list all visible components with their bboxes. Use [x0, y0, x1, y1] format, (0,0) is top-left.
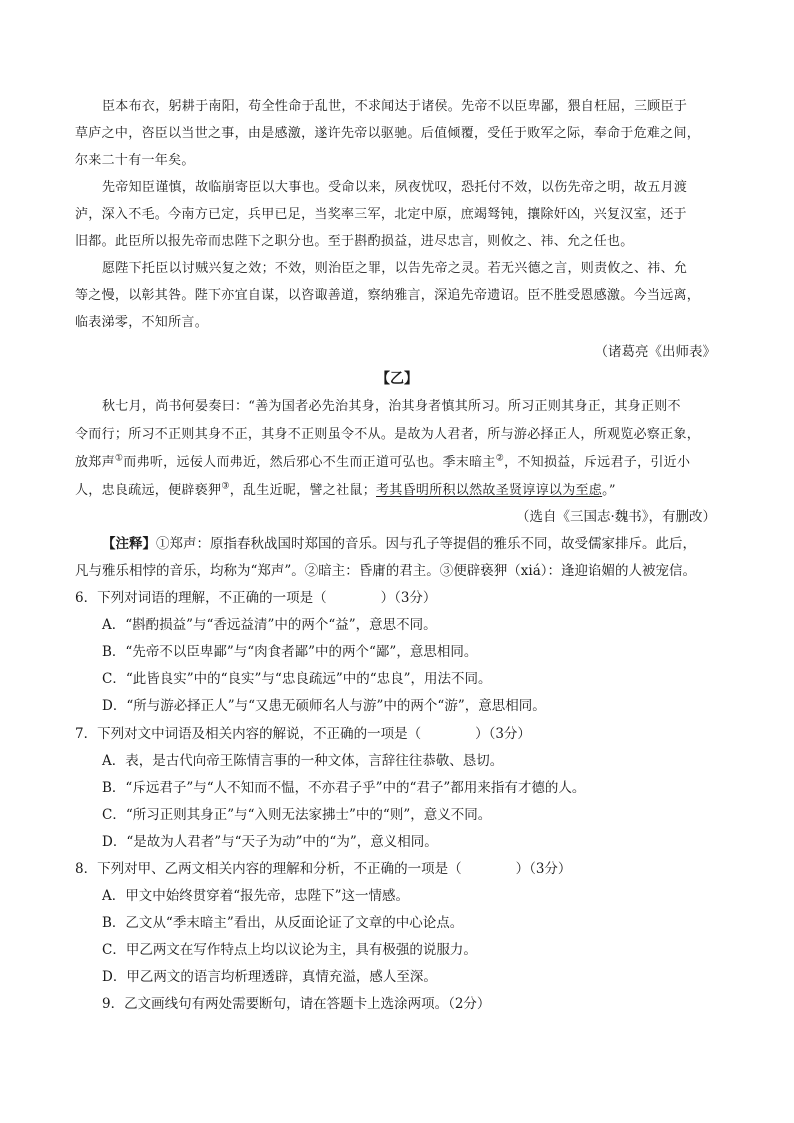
passage-yi-line-2: 令而行；所习不正则其身不正，其身不正则虽令不从。是故为人君者，所与游必择正人，所观览必察正象， — [75, 427, 701, 442]
question-6-option-b: B．“先帝不以臣卑鄙”与“肉食者鄙”中的两个“鄙”，意思相同。 — [102, 644, 478, 660]
question-8-option-a: A．甲文中始终贯穿着“报先帝，忠陛下”这一情感。 — [102, 888, 410, 904]
question-6-option-d: D．“所与游必择正人”与“又患无硕师名人与游”中的两个“游”，意思相同。 — [102, 698, 546, 714]
passage-yi-heading: 【乙】 — [376, 371, 418, 387]
passage-yi-line-4 — [75, 479, 616, 498]
question-6-option-a: A．“斟酌损益”与“香远益清”中的两个“益”，意思不同。 — [102, 617, 437, 633]
passage-yi-line-3-part-a: 放郑声 — [75, 455, 115, 470]
footnote-marker-3: ③ — [221, 481, 230, 492]
passage-jia-line-5: 泸，深入不毛。今南方已定，兵甲已足，当奖率三军，北定中原，庶竭驽钝，攘除奸凶，兴复汉室，还于 — [75, 207, 687, 222]
passage-yi-line-4-part-b: ，乱生近昵，譬之社鼠； — [229, 483, 376, 498]
passage-jia-line-9: 临表涕零，不知所言。 — [75, 315, 209, 330]
notes-label: 【注释】 — [102, 536, 156, 552]
question-7-stem: 7．下列对文中词语及相关内容的解说，不正确的一项是（ ）（3分） — [75, 726, 531, 742]
passage-jia-line-3: 尔来二十有一年矣。 — [75, 153, 195, 168]
question-6-option-c: C．“此皆良实”中的“良实”与“忠良疏远”中的“忠良”，用法不同。 — [102, 671, 492, 687]
passage-yi-line-4-part-a: 人，忠良疏远，便辟亵狎 — [75, 483, 222, 498]
passage-jia-source: （诸葛亮《出师表》 — [594, 344, 716, 360]
passage-yi-line-3-part-c: ，不知损益，斥远君子，引近小 — [504, 455, 691, 470]
passage-jia-line-7: 愿陛下托臣以讨贼兴复之效；不效，则治臣之罪，以告先帝之灵。若无兴德之言，则责攸之、祎、允 — [102, 261, 688, 276]
passage-jia-line-1: 臣本布衣，躬耕于南阳，苟全性命于乱世，不求闻达于诸侯。先帝不以臣卑鄙，猥自枉屈，三顾臣于 — [102, 99, 688, 114]
question-7-option-c: C．“所习正则其身正”与“入则无法家拂士”中的“则”，意义不同。 — [102, 807, 492, 823]
question-8-option-d: D．甲乙两文的语言均析理透辟，真情充溢，感人至深。 — [102, 969, 437, 985]
question-6-stem: 6．下列对词语的理解，不正确的一项是（ ）（3分） — [75, 590, 437, 606]
notes-text-1: ①郑声：原指春秋战国时郑国的音乐。因与孔子等提倡的雅乐不同，故受儒家排斥。此后， — [156, 536, 696, 552]
question-8-option-c: C．甲乙两文在写作特点上均以议论为主，具有极强的说服力。 — [102, 942, 477, 958]
passage-jia-line-6: 旧都。此臣所以报先帝而忠陛下之职分也。至于斟酌损益，进尽忠言，则攸之、祎、允之任也。 — [75, 234, 634, 249]
passage-jia-line-8: 等之慢，以彰其咎。陛下亦宜自谋，以咨诹善道，察纳雅言，深追先帝遗诏。臣不胜受恩感激。今当远离， — [75, 288, 701, 303]
passage-yi-line-3-part-b: 而弗听，远佞人而弗近，然后邪心不生而正道可弘也。季末暗主 — [123, 455, 496, 470]
passage-yi-line-4-end: 。” — [602, 483, 616, 498]
passage-jia-line-4: 先帝知臣谨慎，故临崩寄臣以大事也。受命以来，夙夜忧叹，恐托付不效，以伤先帝之明，故五月渡 — [102, 180, 688, 195]
footnote-marker-1: ① — [114, 453, 124, 464]
question-8-option-b: B．乙文从“季末暗主”看出，从反面论证了文章的中心论点。 — [102, 915, 464, 931]
question-7-option-d: D．“是故为人君者”与“天子为动”中的“为”，意义相同。 — [102, 834, 438, 850]
footnote-marker-2: ② — [495, 453, 505, 464]
question-9-stem: 9．乙文画线句有两处需要断句，请在答题卡上选涂两项。（2分） — [102, 996, 491, 1012]
question-7-option-b: B．“斥远君子”与“人不知而不愠，不亦君子乎”中的“君子”都用来指有才德的人。 — [102, 780, 586, 796]
question-8-stem: 8．下列对甲、乙两文相关内容的理解和分析，不正确的一项是（ ）（3分） — [75, 861, 572, 877]
notes-line-2: 凡与雅乐相悖的音乐，均称为“郑声”。②暗主：昏庸的君主。③便辟亵狎（xiá）：逢迎谄媚的人被宠信。 — [75, 563, 697, 579]
question-7-option-a: A．表，是古代向帝王陈情言事的一种文体，言辞往往恭敬、恳切。 — [102, 753, 504, 769]
passage-yi-line-3 — [75, 451, 690, 470]
passage-jia-line-2: 草庐之中，咨臣以当世之事，由是感激，遂许先帝以驱驰。后值倾覆，受任于败军之际，奉命于危难之间， — [75, 126, 701, 141]
passage-yi-line-1: 秋七月，尚书何晏奏曰：“善为国者必先治其身，治其身者慎其所习。所习正则其身正，其身正则不 — [102, 399, 681, 414]
underlined-sentence: 考其昏明所积以然故圣贤谆谆以为至虑 — [376, 483, 603, 498]
notes-line-1 — [102, 532, 696, 552]
passage-yi-source: （选自《三国志·魏书》，有删改） — [515, 509, 716, 525]
